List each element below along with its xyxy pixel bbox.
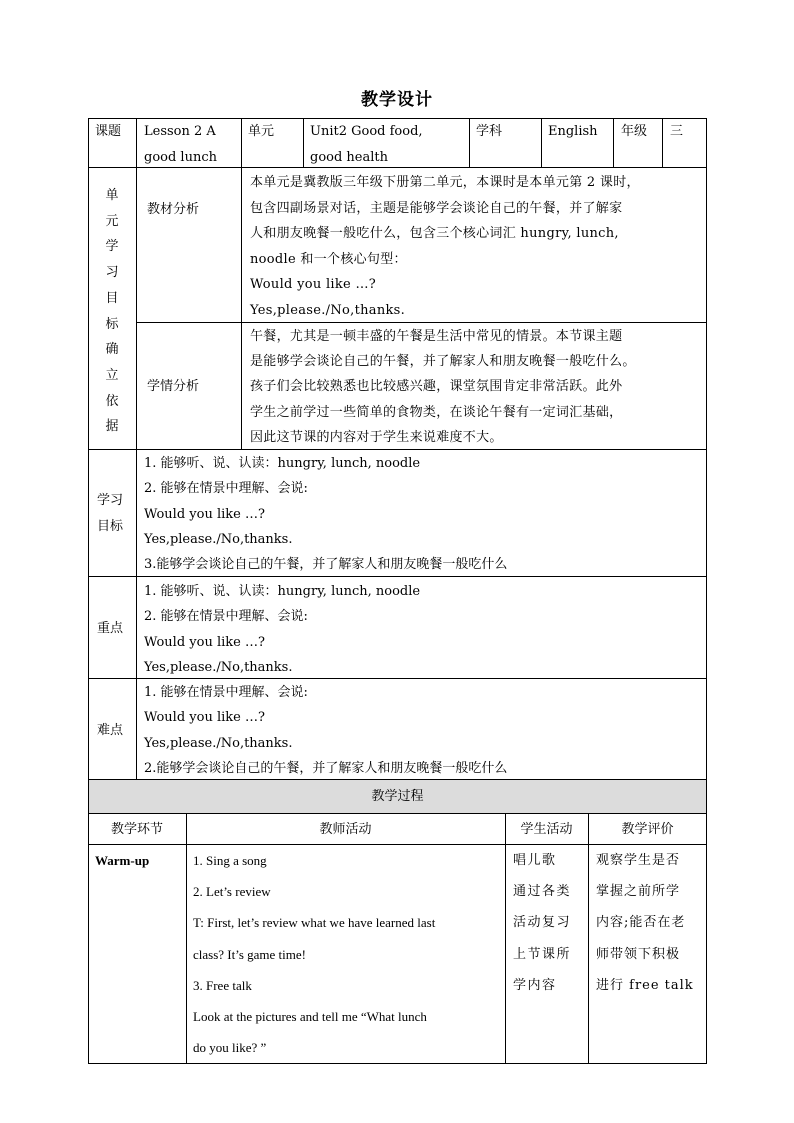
key-point-line: 1. 能够听、说、认读：hungry, lunch, noodle — [144, 584, 421, 599]
difficult-point-line: 2.能够学会谈论自己的午餐，并了解家人和朋友晚餐一般吃什么 — [144, 760, 508, 776]
teacher-activity-line: T: First, let’s review what we have learned last — [193, 915, 436, 931]
column-student-activity: 学生活动 — [520, 822, 573, 837]
teacher-activity-line: 1. Sing a song — [193, 853, 267, 868]
unit-value-line2: good health — [310, 150, 388, 165]
evaluation-line: 内容;能否在老 — [596, 915, 686, 931]
key-point-line: 2. 能够在情景中理解、会说: — [144, 609, 308, 625]
basis-label-char: 确 — [105, 342, 119, 358]
student-analysis-line: 因此这节课的内容对于学生来说难度不大。 — [250, 429, 503, 445]
material-line: Yes,please./No,thanks. — [250, 303, 406, 318]
material-line: noodle 和一个核心句型： — [250, 251, 407, 267]
page-title: 教学设计 — [361, 90, 433, 110]
student-analysis-line: 是能够学会谈论自己的午餐，并了解家人和朋友晚餐一般吃什么。 — [250, 354, 636, 370]
evaluation-line: 观察学生是否 — [596, 853, 681, 868]
basis-label-char: 依 — [105, 393, 119, 409]
stage-warmup: Warm-up — [95, 853, 150, 868]
evaluation-line: 进行 free talk — [596, 977, 694, 993]
grade-label: 年级 — [621, 124, 648, 139]
unit-label: 单元 — [248, 124, 275, 139]
basis-label-char: 标 — [105, 316, 119, 332]
material-line: 人和朋友晚餐一般吃什么，包含三个核心词汇 hungry, lunch, — [250, 226, 619, 242]
teacher-activity-line: class? It’s game time! — [193, 946, 306, 962]
column-teacher-activity: 教师活动 — [319, 822, 372, 837]
basis-label-char: 据 — [105, 419, 119, 435]
subject-value: English — [548, 124, 598, 139]
column-stage: 教学环节 — [110, 822, 163, 837]
student-analysis-line: 学生之前学过一些简单的食物类，在谈论午餐有一定词汇基础， — [250, 404, 623, 420]
teacher-activity-line: Look at the pictures and tell me “What lunch — [193, 1009, 427, 1024]
difficult-point-line: 1. 能够在情景中理解、会说: — [144, 685, 308, 700]
material-label: 教材分析 — [147, 202, 200, 217]
student-activity-line: 学内容 — [513, 977, 557, 993]
objective-line: Yes,please./No,thanks. — [144, 531, 293, 547]
basis-label-char: 立 — [105, 367, 119, 383]
basis-vertical-label — [88, 183, 136, 440]
subject-label: 学科 — [476, 124, 503, 139]
basis-label-char: 单 — [105, 188, 119, 203]
grade-value: 三 — [670, 124, 684, 139]
objectives-label-line1: 学习 — [97, 493, 124, 508]
student-analysis-line: 午餐，尤其是一顿丰盛的午餐是生活中常见的情景。本节课主题 — [250, 329, 623, 344]
teacher-activity-line: 3. Free talk — [193, 977, 252, 993]
topic-value-line2: good lunch — [144, 150, 217, 165]
topic-value-line1: Lesson 2 A — [144, 124, 216, 139]
evaluation-line: 师带领下积极 — [596, 946, 681, 962]
difficult-point-line: Would you like …? — [144, 710, 265, 726]
student-activity-line: 活动复习 — [513, 915, 572, 931]
material-line: 本单元是冀教版三年级下册第二单元，本课时是本单元第 2 课时， — [250, 175, 640, 190]
difficult-points-label: 难点 — [97, 723, 124, 738]
evaluation-line: 掌握之前所学 — [596, 884, 681, 900]
key-point-line: Would you like …? — [144, 634, 265, 650]
basis-label-char: 元 — [105, 213, 119, 229]
objective-line: Would you like …? — [144, 506, 265, 522]
key-point-line: Yes,please./No,thanks. — [144, 659, 293, 675]
teacher-activity-line: 2. Let’s review — [193, 884, 271, 900]
objectives-label-line2: 目标 — [97, 519, 124, 534]
student-activity-line: 上节课所 — [513, 946, 572, 962]
unit-value-line1: Unit2 Good food, — [310, 124, 423, 139]
teacher-activity-line: do you like? ” — [193, 1040, 267, 1056]
process-header-label: 教学过程 — [371, 789, 424, 804]
material-line: 包含四副场景对话，主题是能够学会谈论自己的午餐，并了解家 — [250, 200, 623, 216]
topic-label: 课题 — [95, 124, 122, 139]
student-analysis-label: 学情分析 — [147, 379, 200, 394]
objective-line: 1. 能够听、说、认读：hungry, lunch, noodle — [144, 456, 421, 471]
material-line: Would you like …? — [250, 277, 377, 293]
basis-label-char: 学 — [105, 239, 119, 255]
difficult-point-line: Yes,please./No,thanks. — [144, 735, 293, 751]
student-analysis-line: 孩子们会比较熟悉也比较感兴趣，课堂氛围肯定非常活跃。此外 — [250, 379, 623, 395]
basis-label-char: 习 — [105, 265, 119, 281]
key-points-label: 重点 — [97, 621, 124, 636]
objective-line: 3.能够学会谈论自己的午餐，并了解家人和朋友晚餐一般吃什么 — [144, 557, 508, 573]
basis-label-char: 目 — [105, 290, 119, 306]
student-activity-line: 通过各类 — [513, 884, 572, 900]
student-activity-line: 唱儿歌 — [513, 853, 557, 868]
objective-line: 2. 能够在情景中理解、会说: — [144, 481, 308, 497]
column-evaluation: 教学评价 — [621, 822, 674, 837]
